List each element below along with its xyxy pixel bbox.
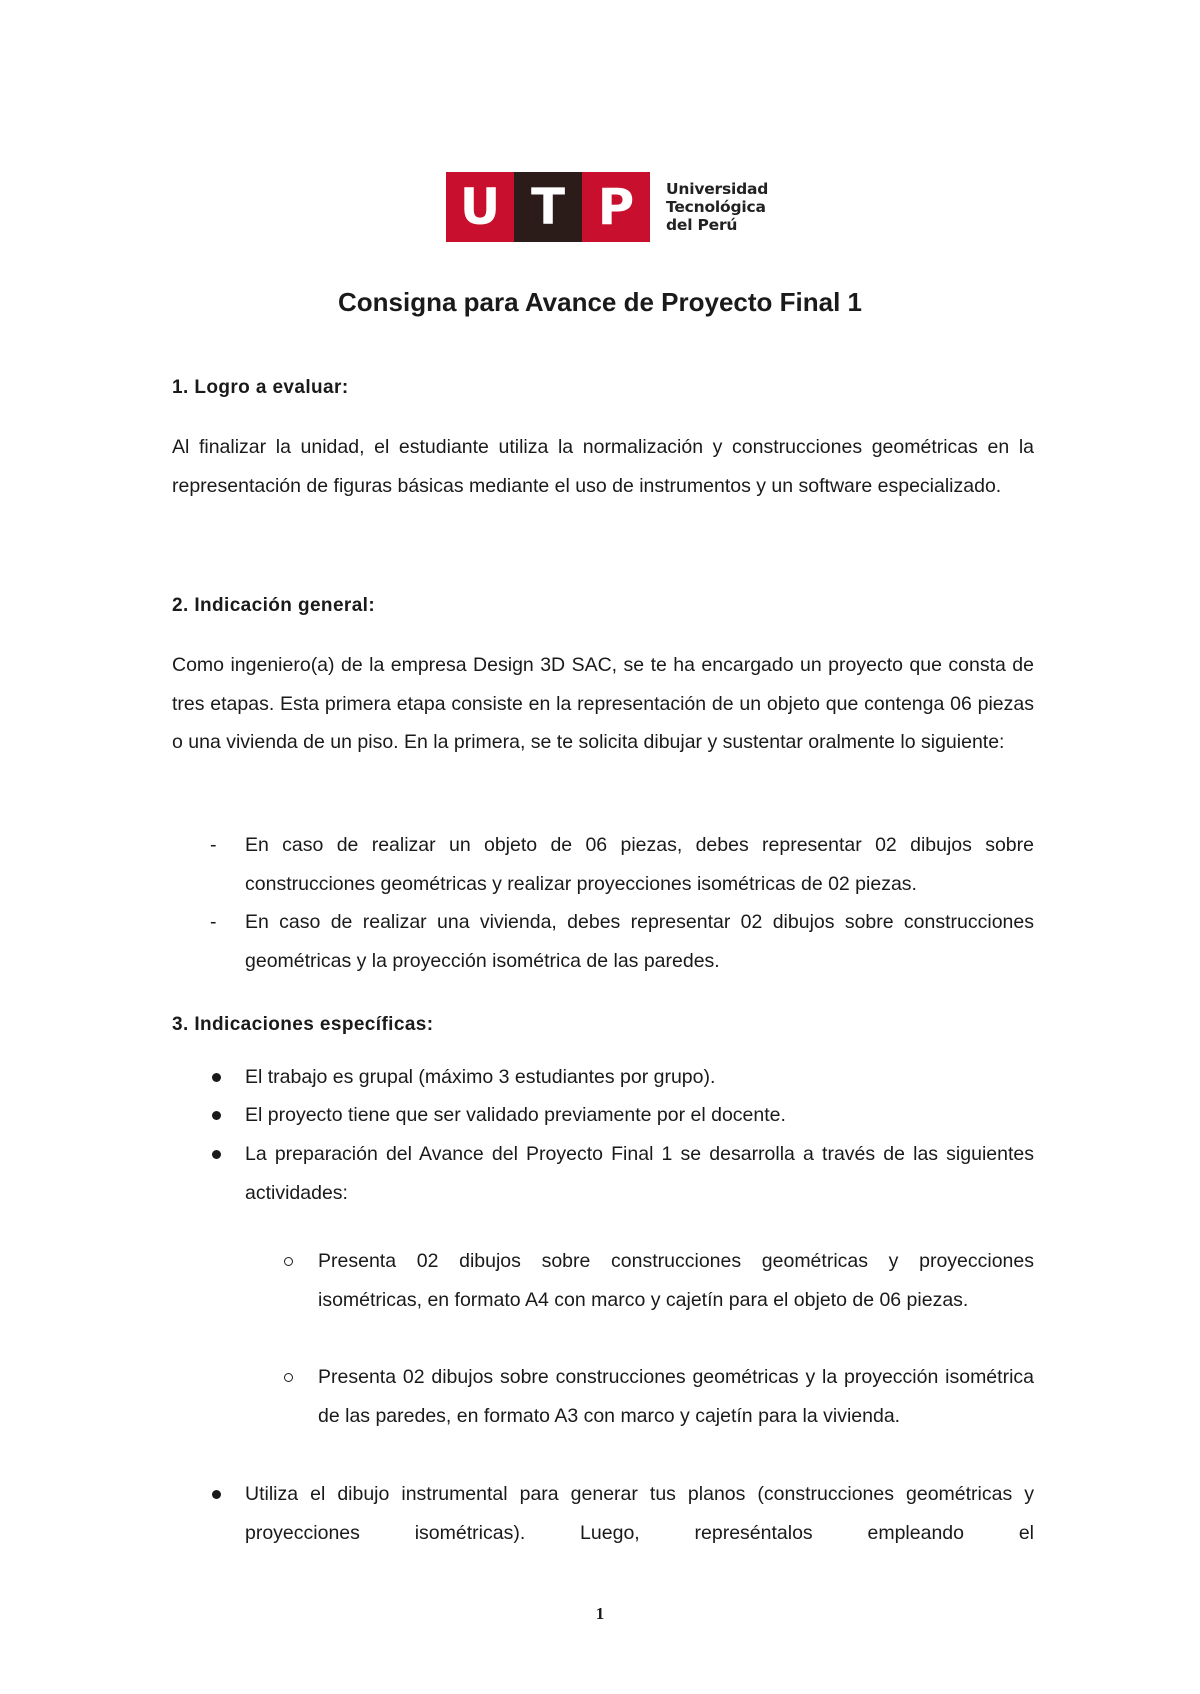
bullet-ring-icon (284, 1257, 293, 1266)
section-1-paragraph: Al finalizar la unidad, el estudiante utiliza la normalización y construcciones geométricas en la representación de figuras básicas mediante el uso de instrumentos y un software especializado. (172, 436, 1034, 497)
logo-letter-u: U (446, 172, 514, 242)
dash-marker: - (210, 911, 217, 933)
logo-university-name (666, 180, 768, 234)
section-2-item-1: En caso de realizar un objeto de 06 piezas, debes representar 02 dibujos sobre construcciones geométricas y realizar proyecciones isométricas de 02 piezas. (245, 834, 1034, 895)
bullet-dot-icon (212, 1490, 221, 1499)
dash-marker: - (210, 834, 217, 856)
logo-letter-t: T (514, 172, 582, 242)
bullet-dot-icon (212, 1150, 221, 1159)
section-2-item-2: En caso de realizar una vivienda, debes representar 02 dibujos sobre construcciones geométricas y la proyección isométrica de las paredes. (245, 911, 1034, 972)
section-3-heading: 3. Indicaciones específicas: (172, 1014, 434, 1035)
logo-name-line-1: Universidad (666, 180, 769, 198)
section-3-item-2: El proyecto tiene que ser validado previamente por el docente. (245, 1104, 786, 1126)
logo-name-line-3: del Perú (666, 216, 738, 234)
section-2-heading: 2. Indicación general: (172, 595, 376, 616)
page-number: 1 (595, 1604, 605, 1623)
section-3-item-1: El trabajo es grupal (máximo 3 estudiantes por grupo). (245, 1066, 716, 1088)
logo-name-line-2: Tecnológica (666, 198, 766, 216)
section-3-item-3: La preparación del Avance del Proyecto Final 1 se desarrolla a través de las siguientes actividades: (245, 1143, 1034, 1204)
section-3-subitem-1: Presenta 02 dibujos sobre construcciones geométricas y proyecciones isométricas, en formato A4 con marco y cajetín para el objeto de 06 piezas. (318, 1250, 1034, 1311)
section-2-paragraph: Como ingeniero(a) de la empresa Design 3D SAC, se te ha encargado un proyecto que consta de tres etapas. Esta primera etapa consiste en la representación de un objeto que contenga 06 piezas o una vivienda de un piso. En la primera, se te solicita dibujar y sustentar oralmente lo siguiente: (172, 654, 1034, 753)
bullet-dot-icon (212, 1073, 221, 1082)
utp-logo (446, 172, 768, 242)
section-3-item-4: Utiliza el dibujo instrumental para generar tus planos (construcciones geométricas y proyecciones isométricas). Luego, represéntalos empleando el (245, 1483, 1034, 1544)
logo-letter-p: P (582, 172, 650, 242)
section-3-subitem-2: Presenta 02 dibujos sobre construcciones geométricas y la proyección isométrica de las paredes, en formato A3 con marco y cajetín para la vivienda. (318, 1366, 1034, 1427)
section-1-heading: 1. Logro a evaluar: (172, 377, 349, 398)
document-title: Consigna para Avance de Proyecto Final 1 (337, 287, 862, 317)
bullet-dot-icon (212, 1111, 221, 1120)
bullet-ring-icon (284, 1373, 293, 1382)
